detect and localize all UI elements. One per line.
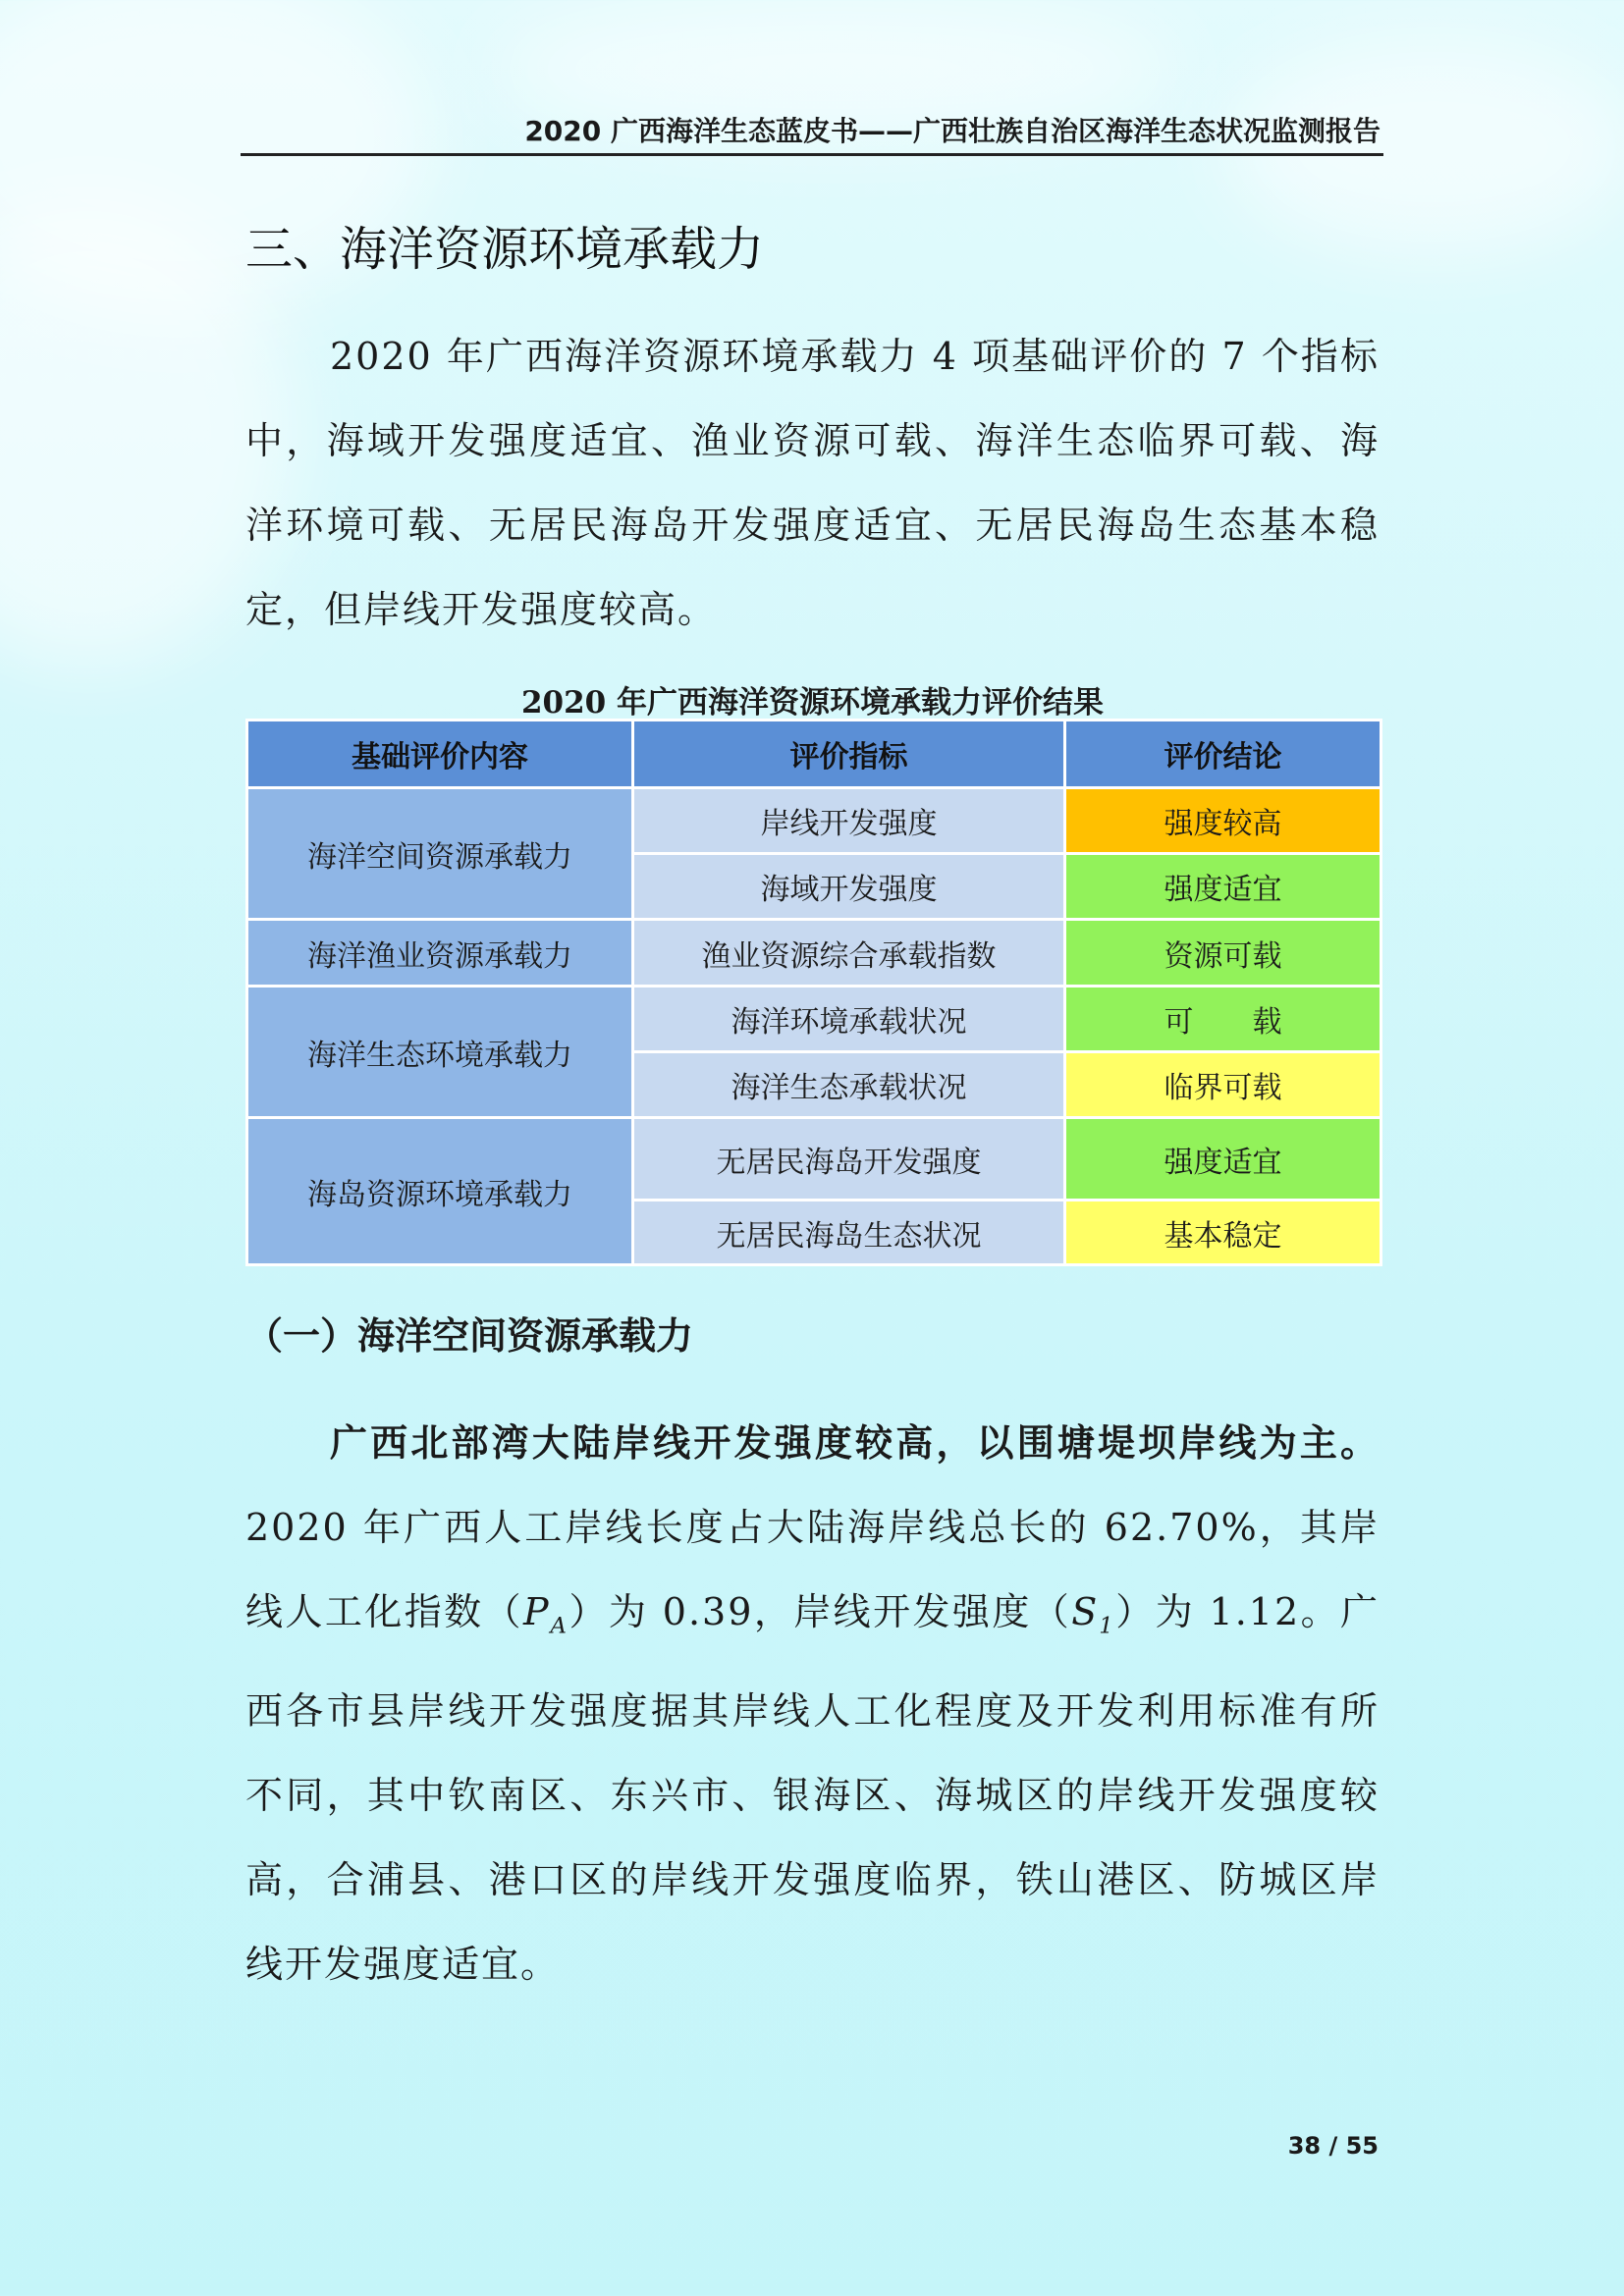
table-row: [247, 1118, 1381, 1201]
table-row: [247, 987, 1381, 1052]
table-header-row: [247, 721, 1381, 788]
evaluation-table: [245, 719, 1382, 1266]
indicator-cell: 无居民海岛开发强度: [633, 1118, 1065, 1201]
conclusion-cell: 可 载: [1065, 987, 1381, 1052]
section-heading: 三、海洋资源环境承载力: [245, 222, 765, 277]
indicator-cell: 渔业资源综合承载指数: [633, 920, 1065, 987]
intro-paragraph: 2020 年广西海洋资源环境承载力 4 项基础评价的 7 个指标中，海域开发强度适宜、渔业资源可载、海洋生态临界可载、海洋环境可载、无居民海岛开发强度适宜、无居民海岛生态基本稳定，但岸线开发强度较高。: [245, 335, 1380, 631]
conclusion-cell: 基本稳定: [1065, 1201, 1381, 1265]
indicator-cell: 岸线开发强度: [633, 788, 1065, 854]
conclusion-cell: 临界可载: [1065, 1052, 1381, 1118]
indicator-cell: 海洋生态承载状况: [633, 1052, 1065, 1118]
indicator-cell: 海洋环境承载状况: [633, 987, 1065, 1052]
indicator-cell: 海域开发强度: [633, 854, 1065, 920]
s-subscript: 1: [1099, 1613, 1115, 1639]
body-text: 2020 年广西人工岸线长度占大陆海岸线总长的 62.70%，其岸线人工化指数（: [245, 1506, 1380, 1633]
category-cell: 海洋渔业资源承载力: [247, 920, 633, 987]
s-symbol: S: [1071, 1590, 1100, 1633]
header-divider: [241, 153, 1383, 156]
conclusion-cell: 强度较高: [1065, 788, 1381, 854]
conclusion-cell: 强度适宜: [1065, 854, 1381, 920]
page-number: 38 / 55: [1287, 2132, 1379, 2160]
body-paragraph: [245, 1401, 1380, 2006]
running-header: 2020 广西海洋生态蓝皮书——广西壮族自治区海洋生态状况监测报告: [524, 115, 1380, 147]
category-cell: 海洋生态环境承载力: [247, 987, 633, 1118]
body-text: ）为 1.12。广西各市县岸线开发强度据其岸线人工化程度及开发利用标准有所不同，其中钦南区、东兴市、银海区、海城区的岸线开发强度较高，合浦县、港口区的岸线开发强度临界，铁山港区、防城区岸线开发强度适宜。: [245, 1590, 1380, 1986]
header-category: 基础评价内容: [247, 721, 633, 788]
table-caption: 2020 年广西海洋资源环境承载力评价结果: [520, 685, 1105, 721]
category-cell: 海岛资源环境承载力: [247, 1118, 633, 1265]
header-indicator: 评价指标: [633, 721, 1065, 788]
conclusion-cell: 强度适宜: [1065, 1118, 1381, 1201]
body-text: ）为 0.39，岸线开发强度（: [568, 1590, 1072, 1633]
conclusion-cell: 资源可载: [1065, 920, 1381, 987]
pa-subscript: A: [550, 1613, 569, 1639]
subsection-heading: （一）海洋空间资源承载力: [245, 1314, 694, 1358]
indicator-cell: 无居民海岛生态状况: [633, 1201, 1065, 1265]
table-row: [247, 788, 1381, 854]
table-row: [247, 920, 1381, 987]
pa-symbol: P: [522, 1590, 551, 1633]
category-cell: 海洋空间资源承载力: [247, 788, 633, 920]
header-conclusion: 评价结论: [1065, 721, 1381, 788]
lead-sentence: 广西北部湾大陆岸线开发强度较高，以围塘堤坝岸线为主。: [330, 1420, 1380, 1465]
